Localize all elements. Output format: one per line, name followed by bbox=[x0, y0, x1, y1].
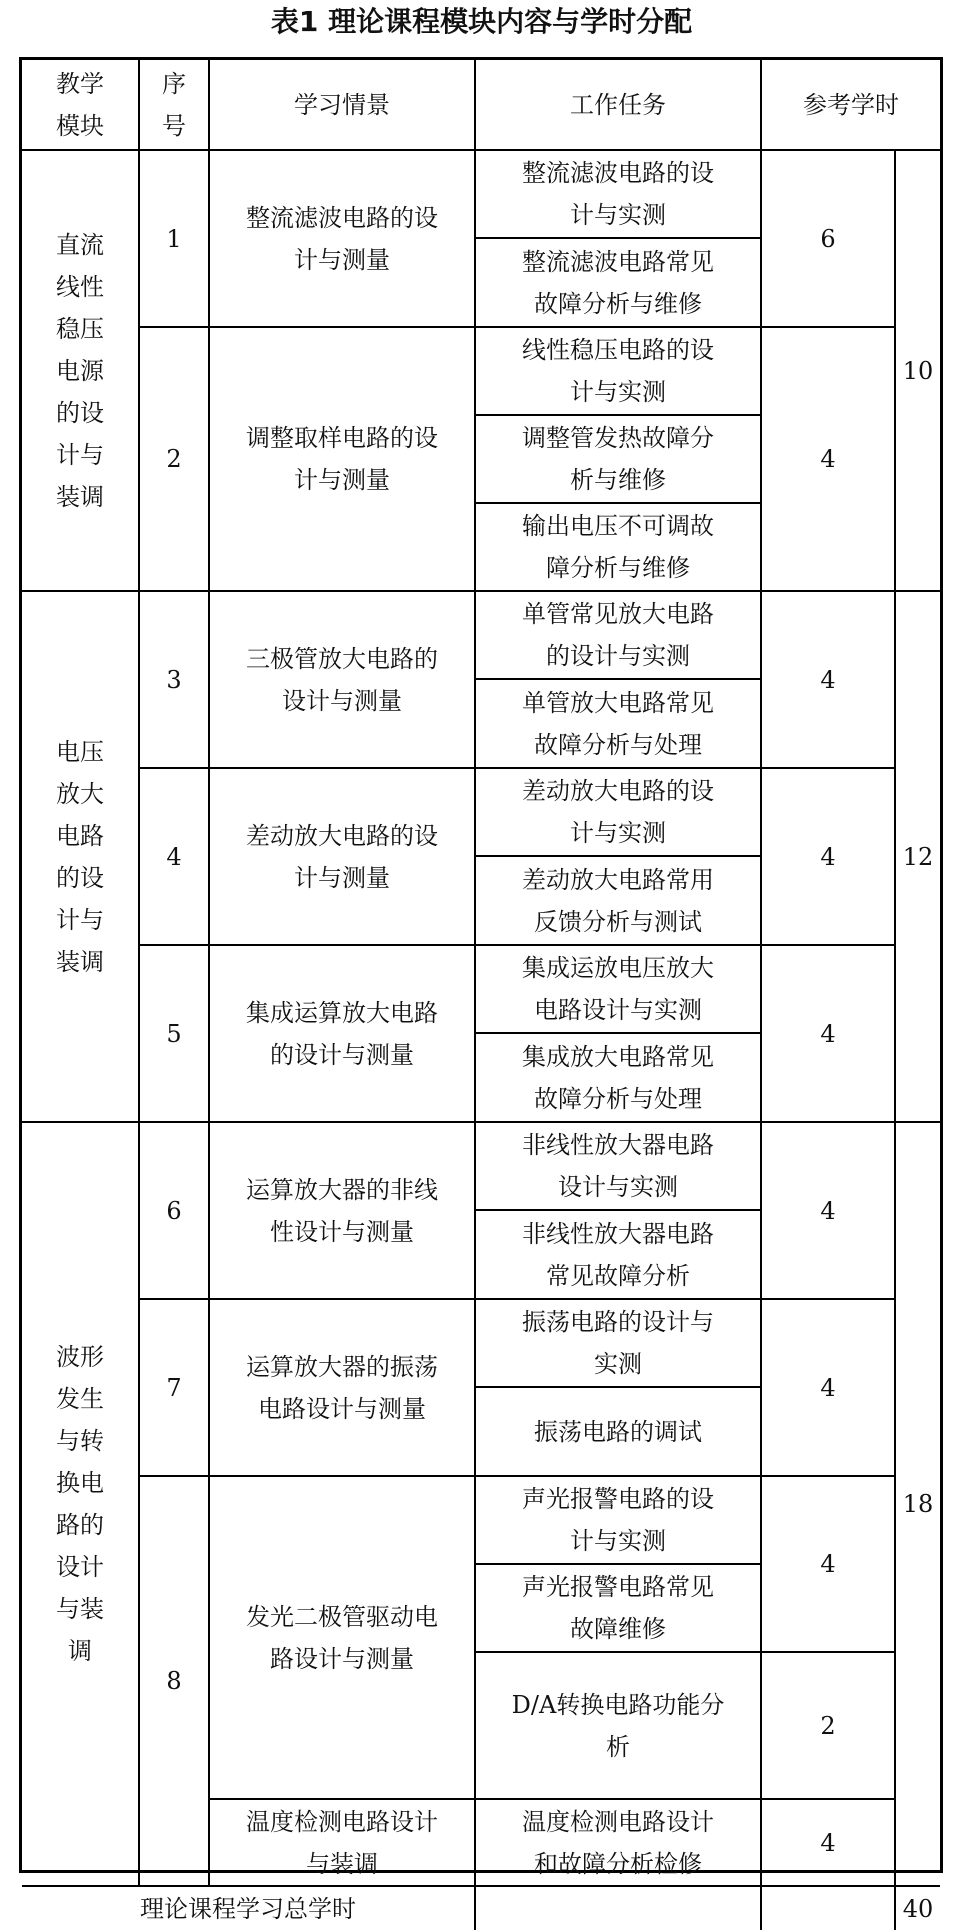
module-total-cell: 10 bbox=[896, 151, 940, 592]
situation-cell: 三极管放大电路的 设计与测量 bbox=[210, 592, 476, 769]
footer-empty bbox=[762, 1887, 896, 1930]
task-cell: 集成运放电压放大 电路设计与实测 bbox=[476, 946, 762, 1034]
hours-table bbox=[19, 57, 943, 1923]
task-cell: 差动放大电路常用 反馈分析与测试 bbox=[476, 857, 762, 946]
seq-cell: 7 bbox=[140, 1300, 210, 1477]
hours-cell: 4 bbox=[762, 592, 896, 769]
seq-cell: 4 bbox=[140, 769, 210, 946]
situation-cell: 集成运算放大电路 的设计与测量 bbox=[210, 946, 476, 1123]
header-situation: 学习情景 bbox=[210, 60, 476, 151]
task-cell: 整流滤波电路的设 计与实测 bbox=[476, 151, 762, 239]
table-title: 表1 理论课程模块内容与学时分配 bbox=[270, 5, 693, 38]
situation-cell: 差动放大电路的设 计与测量 bbox=[210, 769, 476, 946]
task-cell: 振荡电路的调试 bbox=[476, 1388, 762, 1477]
module-cell: 直流 线性 稳压 电源 的设 计与 装调 bbox=[22, 151, 140, 592]
task-cell: 声光报警电路的设 计与实测 bbox=[476, 1477, 762, 1565]
task-cell: 调整管发热故障分 析与维修 bbox=[476, 416, 762, 504]
module-cell: 波形 发生 与转 换电 路的 设计 与装 调 bbox=[22, 1123, 140, 1887]
task-cell: 线性稳压电路的设 计与实测 bbox=[476, 328, 762, 416]
hours-cell: 6 bbox=[762, 151, 896, 328]
hours-cell: 4 bbox=[762, 1800, 896, 1887]
seq-cell: 8 bbox=[140, 1477, 210, 1887]
header-seq: 序 号 bbox=[140, 60, 210, 151]
header-task: 工作任务 bbox=[476, 60, 762, 151]
module-cell: 电压 放大 电路 的设 计与 装调 bbox=[22, 592, 140, 1123]
footer-empty bbox=[476, 1887, 762, 1930]
module-total-cell: 18 bbox=[896, 1123, 940, 1887]
task-cell: 声光报警电路常见 故障维修 bbox=[476, 1565, 762, 1653]
hours-cell: 2 bbox=[762, 1653, 896, 1800]
footer-total: 40 bbox=[902, 1894, 934, 1923]
seq-cell: 6 bbox=[140, 1123, 210, 1300]
situation-cell: 调整取样电路的设 计与测量 bbox=[210, 328, 476, 592]
hours-cell: 4 bbox=[762, 1477, 896, 1653]
situation-cell: 运算放大器的振荡 电路设计与测量 bbox=[210, 1300, 476, 1477]
seq-cell: 3 bbox=[140, 592, 210, 769]
task-cell: 单管放大电路常见 故障分析与处理 bbox=[476, 680, 762, 769]
task-cell: D/A转换电路功能分 析 bbox=[476, 1653, 762, 1800]
task-cell: 非线性放大器电路 常见故障分析 bbox=[476, 1211, 762, 1300]
seq-cell: 5 bbox=[140, 946, 210, 1123]
seq-cell: 1 bbox=[140, 151, 210, 328]
task-cell: 输出电压不可调故 障分析与维修 bbox=[476, 504, 762, 592]
situation-cell: 运算放大器的非线 性设计与测量 bbox=[210, 1123, 476, 1300]
situation-cell: 发光二极管驱动电 路设计与测量 bbox=[210, 1477, 476, 1800]
hours-cell: 4 bbox=[762, 1300, 896, 1477]
task-cell: 非线性放大器电路 设计与实测 bbox=[476, 1123, 762, 1211]
module-total-cell: 12 bbox=[896, 592, 940, 1123]
task-cell: 差动放大电路的设 计与实测 bbox=[476, 769, 762, 857]
task-cell: 振荡电路的设计与 实测 bbox=[476, 1300, 762, 1388]
header-hours: 参考学时 bbox=[762, 60, 940, 151]
task-cell: 整流滤波电路常见 故障分析与维修 bbox=[476, 239, 762, 328]
footer-label: 理论课程学习总学时 bbox=[22, 1887, 476, 1930]
header-module: 教学 模块 bbox=[22, 60, 140, 151]
hours-cell: 4 bbox=[762, 1123, 896, 1300]
task-cell: 单管常见放大电路 的设计与实测 bbox=[476, 592, 762, 680]
hours-cell: 4 bbox=[762, 769, 896, 946]
seq-cell: 2 bbox=[140, 328, 210, 592]
situation-cell: 整流滤波电路的设 计与测量 bbox=[210, 151, 476, 328]
task-cell: 集成放大电路常见 故障分析与处理 bbox=[476, 1034, 762, 1123]
hours-cell: 4 bbox=[762, 328, 896, 592]
situation-cell: 温度检测电路设计 与装调 bbox=[210, 1800, 476, 1887]
task-cell: 温度检测电路设计 和故障分析检修 bbox=[476, 1800, 762, 1887]
hours-cell: 4 bbox=[762, 946, 896, 1123]
